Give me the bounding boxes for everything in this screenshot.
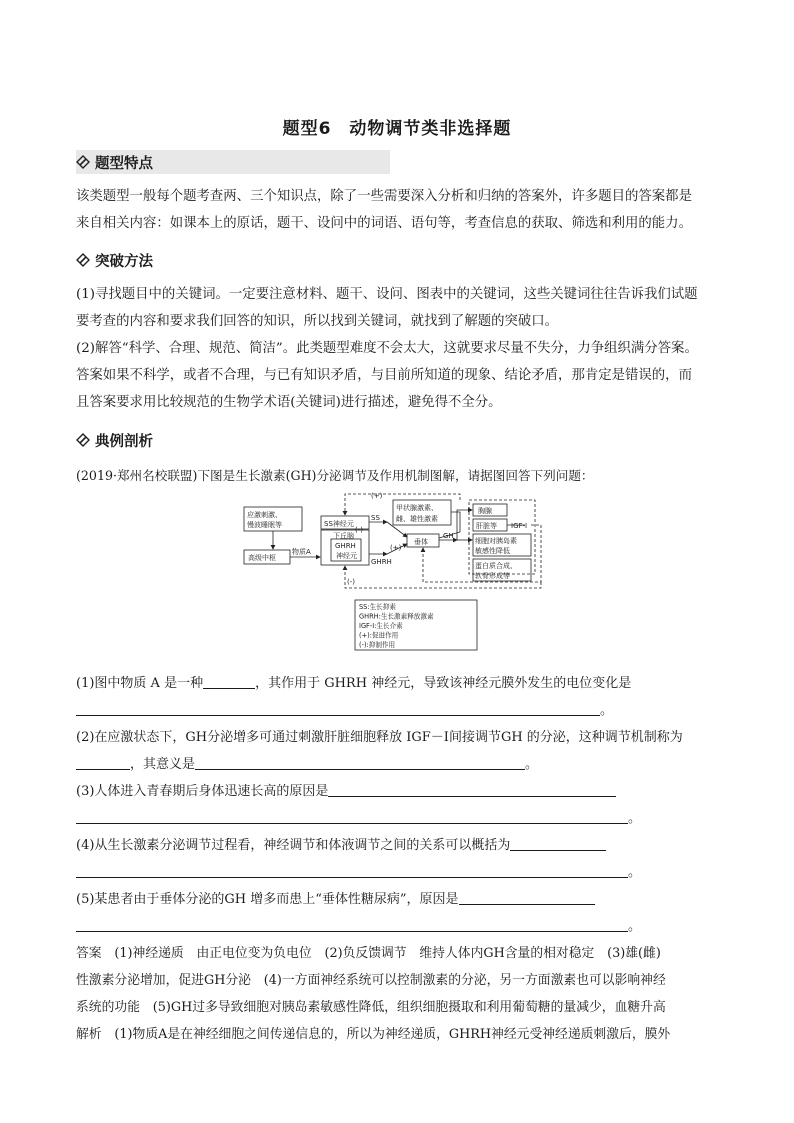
protein-text-2: 软骨形成等	[475, 572, 510, 580]
q2-end: 。	[525, 757, 539, 772]
stress-text-1: 应激刺激、	[247, 511, 282, 519]
q1-text-b: ，其作用于 GHRH 神经元，导致该神经元膜外发生的电位变化是	[255, 676, 632, 691]
text-line: 该类题型一般每个题考查两、三个知识点，除了一些需要深入分析和归纳的答案外，许多题目的答案都是	[76, 189, 692, 204]
q3-text-a: (3)人体进入青春期后身体迅速长高的原因是	[76, 784, 329, 799]
q1-text-a: (1)图中物质 A 是一种	[76, 676, 204, 691]
q4-end: 。	[628, 865, 642, 880]
section-heading-example	[76, 428, 153, 452]
answer-blank[interactable]	[76, 753, 130, 770]
liver-text: 肝脏等	[476, 522, 497, 530]
answer-blank[interactable]	[510, 834, 606, 851]
methods-paragraph	[76, 281, 724, 416]
legend-item: (-):抑制作用	[359, 641, 396, 649]
answer-blank[interactable]	[203, 672, 255, 689]
q3-end: 。	[628, 811, 642, 826]
answer-blank[interactable]	[459, 888, 595, 905]
text-line: (2)解答“科学、合理、规范、简洁”。此类题型难度不会太大，这就要求尽量不失分，力争组织满分答案。	[76, 341, 698, 356]
stress-text-2: 慢波睡眠等	[247, 521, 282, 529]
ss-label: SS	[371, 514, 380, 522]
pituitary-text: 垂体	[414, 538, 428, 546]
answer-line: 答案 (1)神经递质 由正电位变为负电位 (2)负反馈调节 维持人体内GH含量的相对稳定 (3)雄(雌)	[76, 946, 661, 961]
minus-label: (-)	[347, 578, 355, 586]
protein-text-1: 蛋白质合成、	[475, 562, 517, 570]
q5-end: 。	[628, 919, 642, 934]
text-line: 要考查的内容和要求我们回答的知识，所以找到关键词，就找到了解题的突破口。	[76, 314, 559, 329]
text-line: (1)寻找题目中的关键词。一定要注意材料、题干、设问、图表中的关键词，这些关键词往往告诉我们试题	[76, 287, 698, 302]
question-5	[76, 886, 726, 940]
diamond-pencil-icon	[76, 433, 90, 447]
q2-text-b: ，其意义是	[130, 757, 196, 772]
answer-line: 系统的功能 (5)GH过多导致细胞对胰岛素敏感性降低，组织细胞摄取和利用葡萄糖的量减少，血糖升高	[76, 1000, 666, 1015]
legend-item: IGF-Ⅰ:生长介素	[359, 622, 403, 630]
legend-item: (+):促进作用	[359, 631, 399, 640]
section-heading-methods	[76, 248, 153, 272]
substance-a-text: 物质A	[292, 548, 311, 556]
thyroid-text-2: 雌、雄性激素	[396, 515, 438, 523]
insulin-text-1: 细胞对胰岛素	[475, 537, 517, 545]
answer-blank[interactable]	[76, 807, 628, 824]
gh-regulation-diagram	[235, 492, 561, 652]
text-line: 来自相关内容：如课本上的原话，题干、设问中的词语、语句等，考查信息的获取、筛选和利用的能力。	[76, 216, 692, 231]
question-1	[76, 670, 726, 724]
diamond-pencil-icon	[76, 155, 90, 169]
plus-label: (+)	[390, 544, 402, 552]
answer-blank[interactable]	[76, 699, 600, 716]
q2-text-a: (2)在应激状态下，GH分泌增多可通过刺激肝脏细胞释放 IGF－Ⅰ间接调节GH 的分泌，这种调节机制称为	[76, 730, 683, 745]
answer-block	[76, 940, 726, 1048]
legend-box	[355, 600, 477, 650]
minus-label: (-)	[355, 526, 363, 534]
section-heading-text: 突破方法	[95, 253, 153, 270]
answer-line: 性激素分泌增加，促进GH分泌 (4)一方面神经系统可以控制激素的分泌，另一方面激素也可以影响神经	[76, 973, 666, 988]
higher-center-text: 高级中枢	[248, 554, 276, 562]
features-paragraph	[76, 183, 724, 237]
insulin-text-2: 敏感性降低	[475, 547, 510, 555]
intro-text: (2019·郑州名校联盟)下图是生长激素(GH)分泌调节及作用机制图解，请据图回答下列问题：	[76, 468, 594, 483]
answer-blank[interactable]	[76, 915, 628, 932]
legend-item: SS:生长抑素	[359, 603, 396, 611]
ghrh-neuron-text-2: 神经元	[336, 552, 357, 560]
plus-label: (+)	[371, 492, 383, 500]
q4-text-a: (4)从生长激素分泌调节过程看，神经调节和体液调节之间的关系可以概括为	[76, 838, 511, 853]
thyroid-text-1: 甲状腺激素、	[396, 504, 438, 512]
ss-neuron-text: SS神经元	[324, 520, 354, 528]
igf-label: IGF-Ⅰ	[511, 522, 528, 530]
ghrh-neuron-text-1: GHRH	[335, 542, 356, 550]
question-3	[76, 778, 726, 832]
text-line: 且答案要求用比较规范的生物学术语(关键词)进行描述，避免得不全分。	[76, 395, 502, 410]
text-line: 答案如果不科学，或者不合理，与已有知识矛盾，与目前所知道的现象、结论矛盾，那肯定是错误的，而	[76, 368, 692, 383]
gh-label: GH	[443, 532, 454, 540]
ghrh-label: GHRH	[371, 558, 392, 566]
analysis-line: 解析 (1)物质A是在神经细胞之间传递信息的，所以为神经递质，GHRH神经元受神经递质刺激后，膜外	[76, 1027, 671, 1042]
page-title: 题型6 动物调节类非选择题	[282, 119, 512, 139]
section-heading-text: 典例剖析	[95, 433, 153, 450]
section-heading-features	[76, 150, 390, 174]
example-intro	[76, 462, 726, 489]
thymus-text: 胸腺	[478, 507, 492, 515]
diamond-pencil-icon	[76, 253, 90, 267]
answer-blank[interactable]	[76, 861, 628, 878]
hypothalamus-text: 下丘脑	[333, 532, 354, 540]
answer-blank[interactable]	[195, 753, 525, 770]
legend-item: GHRH:生长激素释放激素	[359, 612, 434, 621]
question-2	[76, 724, 726, 778]
q5-text-a: (5)某患者由于垂体分泌的GH 增多而患上“垂体性糖尿病”，原因是	[76, 892, 459, 907]
q1-end: 。	[600, 703, 614, 718]
answer-blank[interactable]	[328, 780, 616, 797]
section-heading-text: 题型特点	[95, 155, 153, 172]
question-4	[76, 832, 726, 886]
